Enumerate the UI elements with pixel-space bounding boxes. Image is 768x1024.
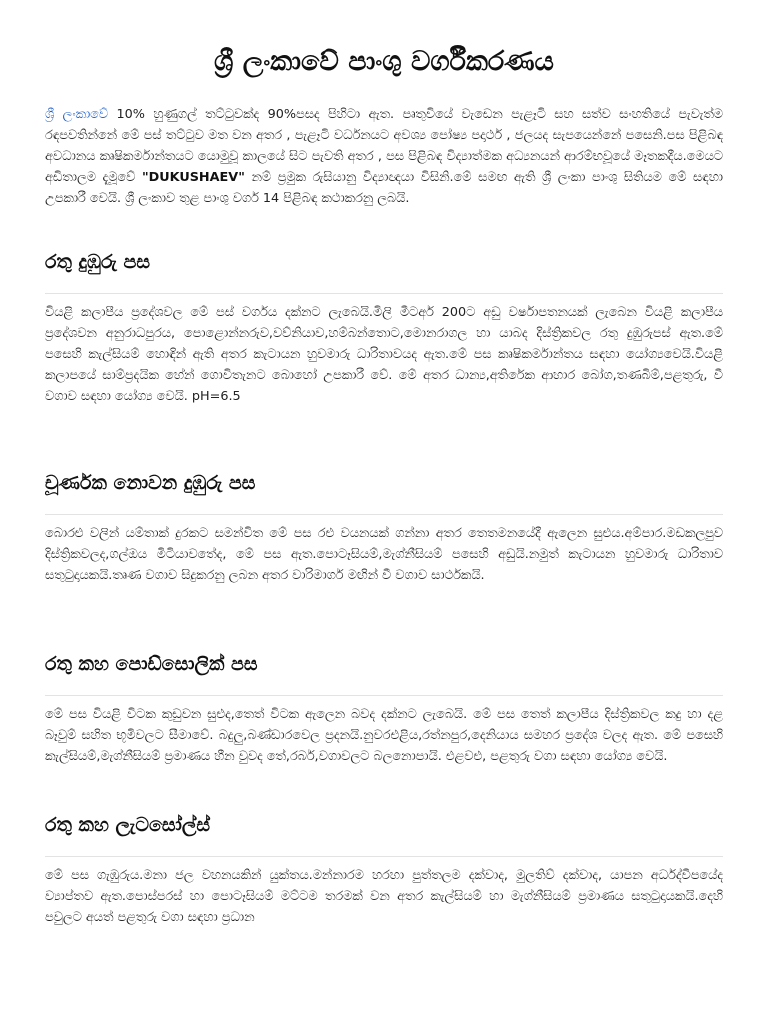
sri-lanka-link[interactable]: ශ්‍රී ලංකාවේ <box>45 107 109 122</box>
section-body: මේ පස ගැඹුරුය.මනා ජල වහනයකින් යුක්තය.මන්නාරම හරහා පුත්තලම දක්වාද, මුලතිව් දක්වාද, යාපන අර්ධද්වීපයේද ව්‍යාප්තව ඇත.පොස්පරස් හා පොටෑසියම් මට්ටම තරමක් වන අතර කැල්සියම් හා මැග්නීසියම් ප්‍රමාණය සතුටුදායකයි.දෙහි පවුලට අයත් පළතුරු වගා සඳහා ප්‍රධාන <box>45 868 723 925</box>
section-red-yellow-latosols <box>45 808 723 928</box>
section-heading: රතු දුඹුරු පස <box>45 251 151 273</box>
intro-text-part-1: 10% හුණුගල් තට්ටුවක්ද 90%පසද පිහිටා ඇත. පෘතුවියේ වැඩෙන පැළෑටි සහ සත්ව සංහතියේ පැවැත්ම රඳපවතින්නේ මේ පස් තට්ටුව මත වන අතර , පැළෑටි වර්ධනයට අවශ්‍ය පෝෂ්‍ය පදාර්ථ , ජලයද සැපයෙන්නේ පසෙනි.පස පිළිබඳ අවධානය කෘෂිකර්මාන්තයට යොමුවූ කාලයේ සිට පැවති අතර , පස පිළිබඳ විද්‍යාත්මක අධ්‍යනයන් ආරම්භවූයේ මෑතකදීය.මෙයට අඩිතාලම දැමූවේ <box>45 107 723 185</box>
section-divider <box>45 514 723 515</box>
section-divider <box>45 293 723 294</box>
section-heading: රතු කහ පොඩ්සොලික් පස <box>45 653 258 675</box>
section-divider <box>45 695 723 696</box>
section-heading: රතු කහ ලැටසෝල්ස් <box>45 814 210 836</box>
intro-text-part-2: නම් ප්‍රමුක රුසියානු විද්‍යාඥයා විසිනි.මේ සමඟ ඇති ශ්‍රී ලංකා පාංශු සිතියම මේ සඳහා උපකාරී වෙයි. ශ්‍රී ලංකාව තුළ පාංශු වර්ග 14 පිළිබඳ කථාකරනු ලබයි. <box>45 170 723 206</box>
section-body: මේ පස වියළි විටක කුඩුවන සුළුද,තෙත් විටක ඇලෙන බවද දක්නට ලැබෙයි. මේ පස තෙත් කලාපීය දිස්ත්‍රිකවල කදු හා දළ බෑවුම් සහිත භූමිවලට සීමාවේ. බදුලු,බණ්ඩාරවෙල ප්‍රදනයි.නුවරඑළිය,රත්නපුර,දෙනියාය සමහර ප්‍රදේශ වලද ඇත. මේ පසෙහි කැල්සියම්,මැග්නීසියම් ප්‍රමාණය හීන වුවද තේ,රබර්,වගාවලට බලනොපායි. එළවළු, පළතුරු වගා සඳහා යෝග්‍ය වෙයි. <box>45 707 723 764</box>
section-body: වියළි කලාපීය ප්‍රදේශවල මේ පස් වර්ගය දක්නට ලැබෙයි.මිලි මීටර්අ 200ට අඩු වර්ෂාපතනයක් ලැබෙන වියළි කලාපීය ප්‍රදේශවන අනුරාධපුරය, පොළොන්නරුව,වව්නියාව,හම්බන්තොට,මොනරාගල හා යාබද දිස්ත්‍රිකවල රතු දුඹුරුපස් ඇත.මේ පසෙහි කැල්සියම් හොඳින් ඇති අතර කැටායන හුවමාරු ධාරිතාවයද ඇත.මේ පස කෘෂිකර්මාන්තය සඳහා යෝග්‍යවෙයි.වියළි කලාපයේ සාම්ප්‍රදයික හේන් ගොවිතැනට බොහෝ උපකාරී වේ. මේ අතර ධාන්‍ය,අතිරේක ආහාර බෝග,තණබිම්,පළතුරු, වී වගාව සඳහා යෝග්‍ය වෙයි. pH=6.5 <box>45 305 723 404</box>
section-non-calcic-brown-soil <box>45 466 723 607</box>
intro-bold-name: "DUKUSHAEV" <box>141 170 245 185</box>
section-red-brown-soil <box>45 245 723 428</box>
section-divider <box>45 856 723 857</box>
section-red-yellow-podzolic-soil <box>45 647 723 788</box>
section-body: බොරළු වලින් යම්තාක් දුරකට සමන්විත මේ පස රළු වයනයක් ගන්නා අතර තෙතමනයේදී ඇලෙන සුළුය.අම්පාර.මඩකලපුව දිස්ත්‍රිකවලද,ගල්ඔය මිටියාවතේද, මේ පස ඇත.පොටෑසියම්,මැග්නීසියම් පසෙහි අඩුයි.නමුත් කැටායන හුවමාරු ධාරිතාව සතුටුදායකයි.තෘණ වගාව සිදුකරනු ලබන අතර වාරිමාර්ග මඟින් වී වගාව සාර්ථකයි. <box>45 526 723 583</box>
page-title: ශ්‍රී ලංකාවේ පාංශු වර්ගීකරණය <box>214 46 554 77</box>
intro-paragraph <box>45 104 723 209</box>
section-heading: චූර්ණක නොවන දුඹුරු පස <box>45 472 256 494</box>
